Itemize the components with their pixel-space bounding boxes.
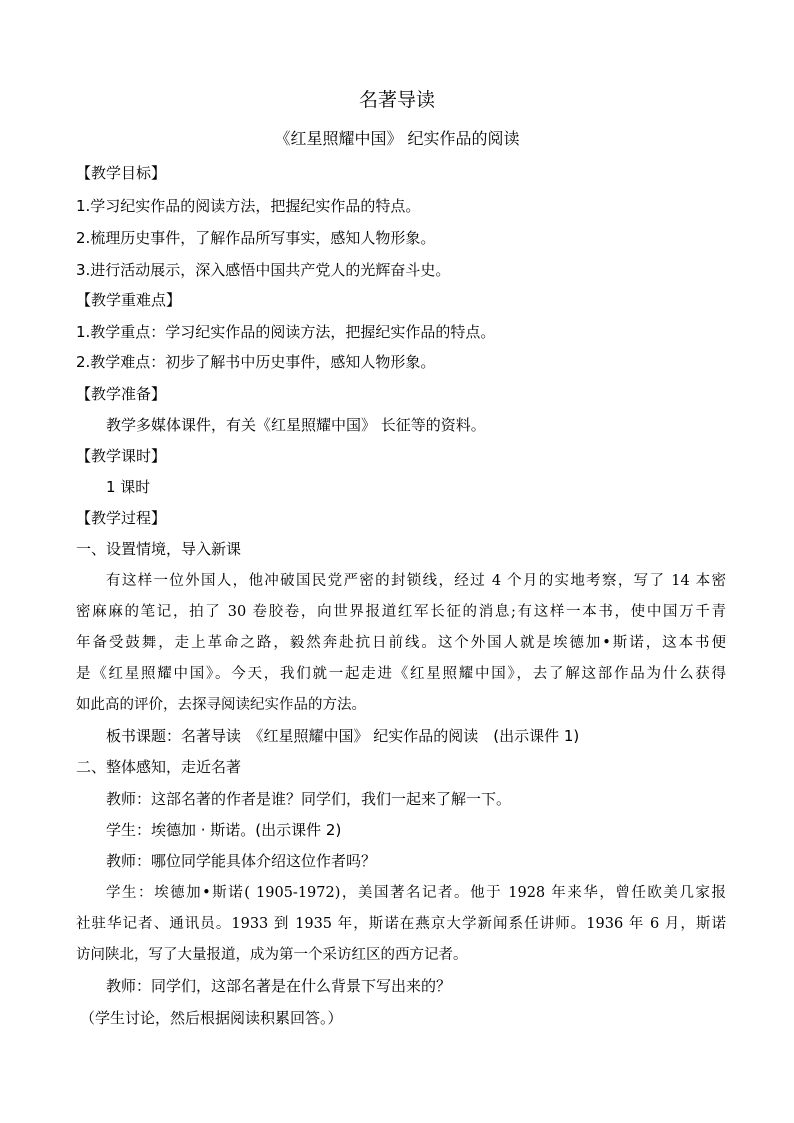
- paragraph-1-line: 年备受鼓舞，走上革命之路，毅然奔赴抗日前线。这个外国人就是埃德加•斯诺，这本书便: [76, 635, 726, 651]
- part-1-heading: 一、设置情境，导入新课: [76, 540, 242, 558]
- goal-item-1: 1.学习纪实作品的阅读方法，把握纪实作品的特点。: [76, 197, 421, 215]
- dialogue-teacher-3: 教师：同学们，这部名著是在什么背景下写出来的？: [106, 977, 452, 995]
- dialogue-teacher-2: 教师：哪位同学能具体介绍这位作者吗？: [106, 852, 377, 870]
- paragraph-1-line: 如此高的评价，去探寻阅读纪实作品的方法。: [76, 697, 366, 713]
- board-title-text: 板书课题：名著导读 《红星照耀中国》 纪实作品的阅读 (出示课件 1): [106, 727, 580, 745]
- paragraph-1-line: 有这样一位外国人，他冲破国民党严密的封锁线，经过 4 个月的实地考察，写了 14 本密: [106, 573, 726, 589]
- hours-text: 1 课时: [106, 478, 151, 496]
- goal-item-3: 3.进行活动展示，深入感悟中国共产党人的光辉奋斗史。: [76, 261, 451, 279]
- dialogue-student-2-line: 访问陕北，写了大量报道，成为第一个采访红区的西方记者。: [76, 947, 468, 963]
- part-2-heading: 二、整体感知，走近名著: [76, 758, 242, 776]
- key-point-item-1: 1.教学重点：学习纪实作品的阅读方法，把握纪实作品的特点。: [76, 323, 496, 341]
- dialogue-student-2-line: 社驻华记者、通讯员。1933 到 1935 年，斯诺在燕京大学新闻系任讲师。1936 年 6 月，斯诺: [76, 916, 726, 932]
- page-subtitle: 《红星照耀中国》 纪实作品的阅读: [274, 129, 520, 148]
- paragraph-1-line: 密麻麻的笔记，拍了 30 卷胶卷，向世界报道红军长征的消息;有这样一本书，使中国万千青: [76, 604, 726, 620]
- page-title: 名著导读: [358, 89, 435, 111]
- section-heading-process: 【教学过程】: [76, 509, 167, 527]
- dialogue-teacher-1: 教师：这部名著的作者是谁？同学们，我们一起来了解一下。: [106, 790, 512, 808]
- paragraph-1-line: 是《红星照耀中国》。今天，我们就一起走进《红星照耀中国》，去了解这部作品为什么获得: [76, 666, 726, 682]
- key-point-item-2: 2.教学难点：初步了解书中历史事件，感知人物形象。: [76, 353, 436, 371]
- section-heading-hours: 【教学课时】: [76, 447, 167, 465]
- dialogue-student-2-line: 学生：埃德加•斯诺( 1905-1972)，美国著名记者。他于 1928 年来华，曾任欧美几家报: [106, 885, 726, 901]
- preparation-text: 教学多媒体课件，有关《红星照耀中国》 长征等的资料。: [106, 416, 486, 434]
- goal-item-2: 2.梳理历史事件，了解作品所写事实，感知人物形象。: [76, 229, 436, 247]
- section-heading-goals: 【教学目标】: [76, 164, 167, 182]
- section-heading-key-points: 【教学重难点】: [76, 291, 182, 309]
- activity-note: （学生讨论，然后根据阅读积累回答。）: [80, 1009, 343, 1027]
- section-heading-preparation: 【教学准备】: [76, 385, 167, 403]
- dialogue-student-1: 学生：埃德加 · 斯诺。(出示课件 2): [106, 821, 342, 839]
